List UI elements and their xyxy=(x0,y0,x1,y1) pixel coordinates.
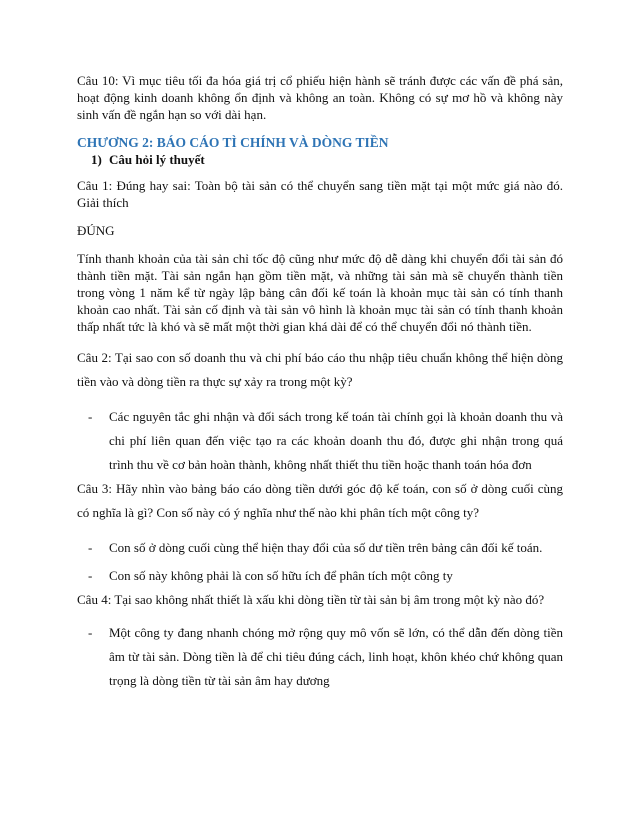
section-title: Câu hỏi lý thuyết xyxy=(109,152,205,167)
list-item-text: Con số ở dòng cuối cùng thể hiện thay đổi của số dư tiền trên bảng cân đối kế toán. xyxy=(109,540,543,555)
bullet-dash: - xyxy=(88,409,93,424)
q10-paragraph: Câu 10: Vì mục tiêu tối đa hóa giá trị cổ phiếu hiện hành sẽ tránh được các vấn đề phá sản, hoạt động kinh doanh không ổn định và không an toàn. Không có sự mơ hồ và không này sinh vấn đề ngắn hạn so với dài hạn. xyxy=(77,73,563,122)
q1-explanation: Tính thanh khoản của tài sản chỉ tốc độ cũng như mức độ dễ dàng khi chuyển đổi tài sản đó thành tiền mặt. Tài sản ngắn hạn gồm tiền mặt, và những tài sản mà sẽ chuyển thành tiền trong vòng 1 năm kể từ ngày lập bảng cân đối kế toán là khoản mục tài sản có tính thanh khoản cao nhất. Tài sản cố định và tài sản vô hình là khoản mục tài sản có tính thanh khoản thấp nhất tức là khó và sẽ mất một thời gian khá dài để có thể chuyển đổi nó thành tiền. xyxy=(77,251,563,334)
list-item xyxy=(77,564,563,588)
list-item-text: Các nguyên tắc ghi nhận và đối sách trong kế toán tài chính gọi là khoản doanh thu và chi phí liên quan đến việc tạo ra các khoản doanh thu đó, được ghi nhận trong quá trình thu về cơ bản hoàn thành, không nhất thiết thu tiền hoặc thanh toán hóa đơn xyxy=(109,409,563,472)
chapter-title: CHƯƠNG 2: BÁO CÁO TÌ CHÍNH VÀ DÒNG TIỀN xyxy=(77,135,389,150)
list-item xyxy=(77,405,563,477)
bullet-dash: - xyxy=(88,568,93,583)
q2-answer-list xyxy=(77,405,563,477)
q3-answer-list xyxy=(77,536,563,588)
list-item-text: Con số này không phải là con số hữu ích để phân tích một công ty xyxy=(109,568,453,583)
bullet-dash: - xyxy=(88,540,93,555)
section-number: 1) xyxy=(91,152,102,167)
list-item xyxy=(77,536,563,560)
q1-answer: ĐÚNG xyxy=(77,223,115,238)
page-content xyxy=(77,72,563,693)
q2-question: Câu 2: Tại sao con số doanh thu và chi phí báo cáo thu nhập tiêu chuẩn không thể hiện dòng tiền vào và dòng tiền ra thực sự xảy ra trong một kỳ? xyxy=(77,350,563,389)
section-heading xyxy=(77,151,563,168)
q1-question: Câu 1: Đúng hay sai: Toàn bộ tài sản có thể chuyển sang tiền mặt tại một mức giá nào đó. Giải thích xyxy=(77,178,563,210)
q4-question: Câu 4: Tại sao không nhất thiết là xấu khi dòng tiền từ tài sản bị âm trong một kỳ nào đó? xyxy=(77,592,545,607)
q4-answer-list xyxy=(77,621,563,693)
list-item xyxy=(77,621,563,693)
bullet-dash: - xyxy=(88,625,93,640)
list-item-text: Một công ty đang nhanh chóng mở rộng quy mô vốn sẽ lớn, có thể dẫn đến dòng tiền âm từ tài sản. Dòng tiền là để chi tiêu đúng cách, linh hoạt, khôn khéo chứ không quan trọng là dòng tiền từ tài sản âm hay dương xyxy=(109,625,563,688)
q3-question: Câu 3: Hãy nhìn vào bảng báo cáo dòng tiền dưới góc độ kế toán, con số ở dòng cuối cùng có nghĩa là gì? Con số này có ý nghĩa như thế nào khi phân tích một công ty? xyxy=(77,481,563,520)
